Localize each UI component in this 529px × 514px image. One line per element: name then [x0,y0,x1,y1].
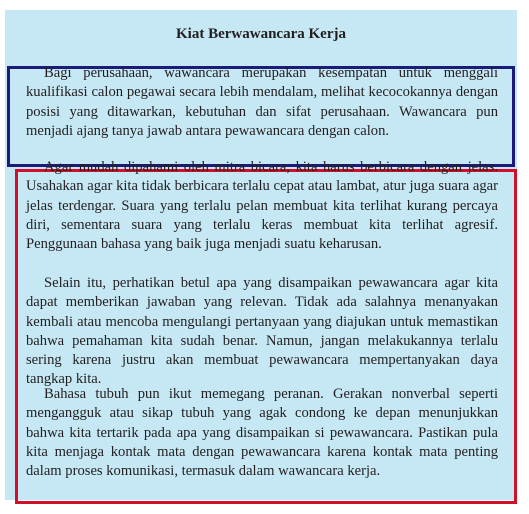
paragraph-body-language: Bahasa tubuh pun ikut memegang peranan. Gerakan nonverbal seperti mengangguk atau sikap tubuh yang agak condong ke depan menunjukkan bahwa kita tertarik pada apa yang disampaikan si pewawancara. Pastikan pula kita menjaga kontak mata dengan pewawancara karena kontak mata penting dalam proses komunikasi, termasuk dalam wawancara kerja. [26,386,498,480]
paragraph-speaking-clearly: Agar mudah dipahami oleh mitra bicara, kita harus berbicara dengan jelas. Usahakan agar kita tidak berbicara terlalu cepat atau lambat, atur juga suara agar jelas terdengar. Suara yang terlalu pelan membuat kita terlihat kurang percaya diri, sementara suara yang terlalu keras membuat kita terlihat agresif. Penggunaan bahasa yang baik juga menjadi suatu keharusan. [26,159,498,253]
document-title: Kiat Berwawancara Kerja [176,26,346,42]
paragraph-listening: Selain itu, perhatikan betul apa yang disampaikan pewawancara agar kita dapat memberikan jawaban yang relevan. Tidak ada salahnya menanyakan kembali atau mencoba mengulangi pertanyaan yang diajukan untuk memastikan bahwa pemahaman kita sudah benar. Namun, jangan melakukannya terlalu sering karena justru akan membuat pewawancara mempertanyakan daya tangkap kita. [26,275,498,388]
paragraph-introduction: Bagi perusahaan, wawancara merupakan kesempatan untuk menggali kualifikasi calon pegawai secara lebih mendalam, melihat kecocokannya dengan posisi yang ditawarkan, kebutuhan dan sifat perusahaan. Wawancara pun menjadi ajang tanya jawab antara pewawancara dengan calon. [26,65,498,139]
